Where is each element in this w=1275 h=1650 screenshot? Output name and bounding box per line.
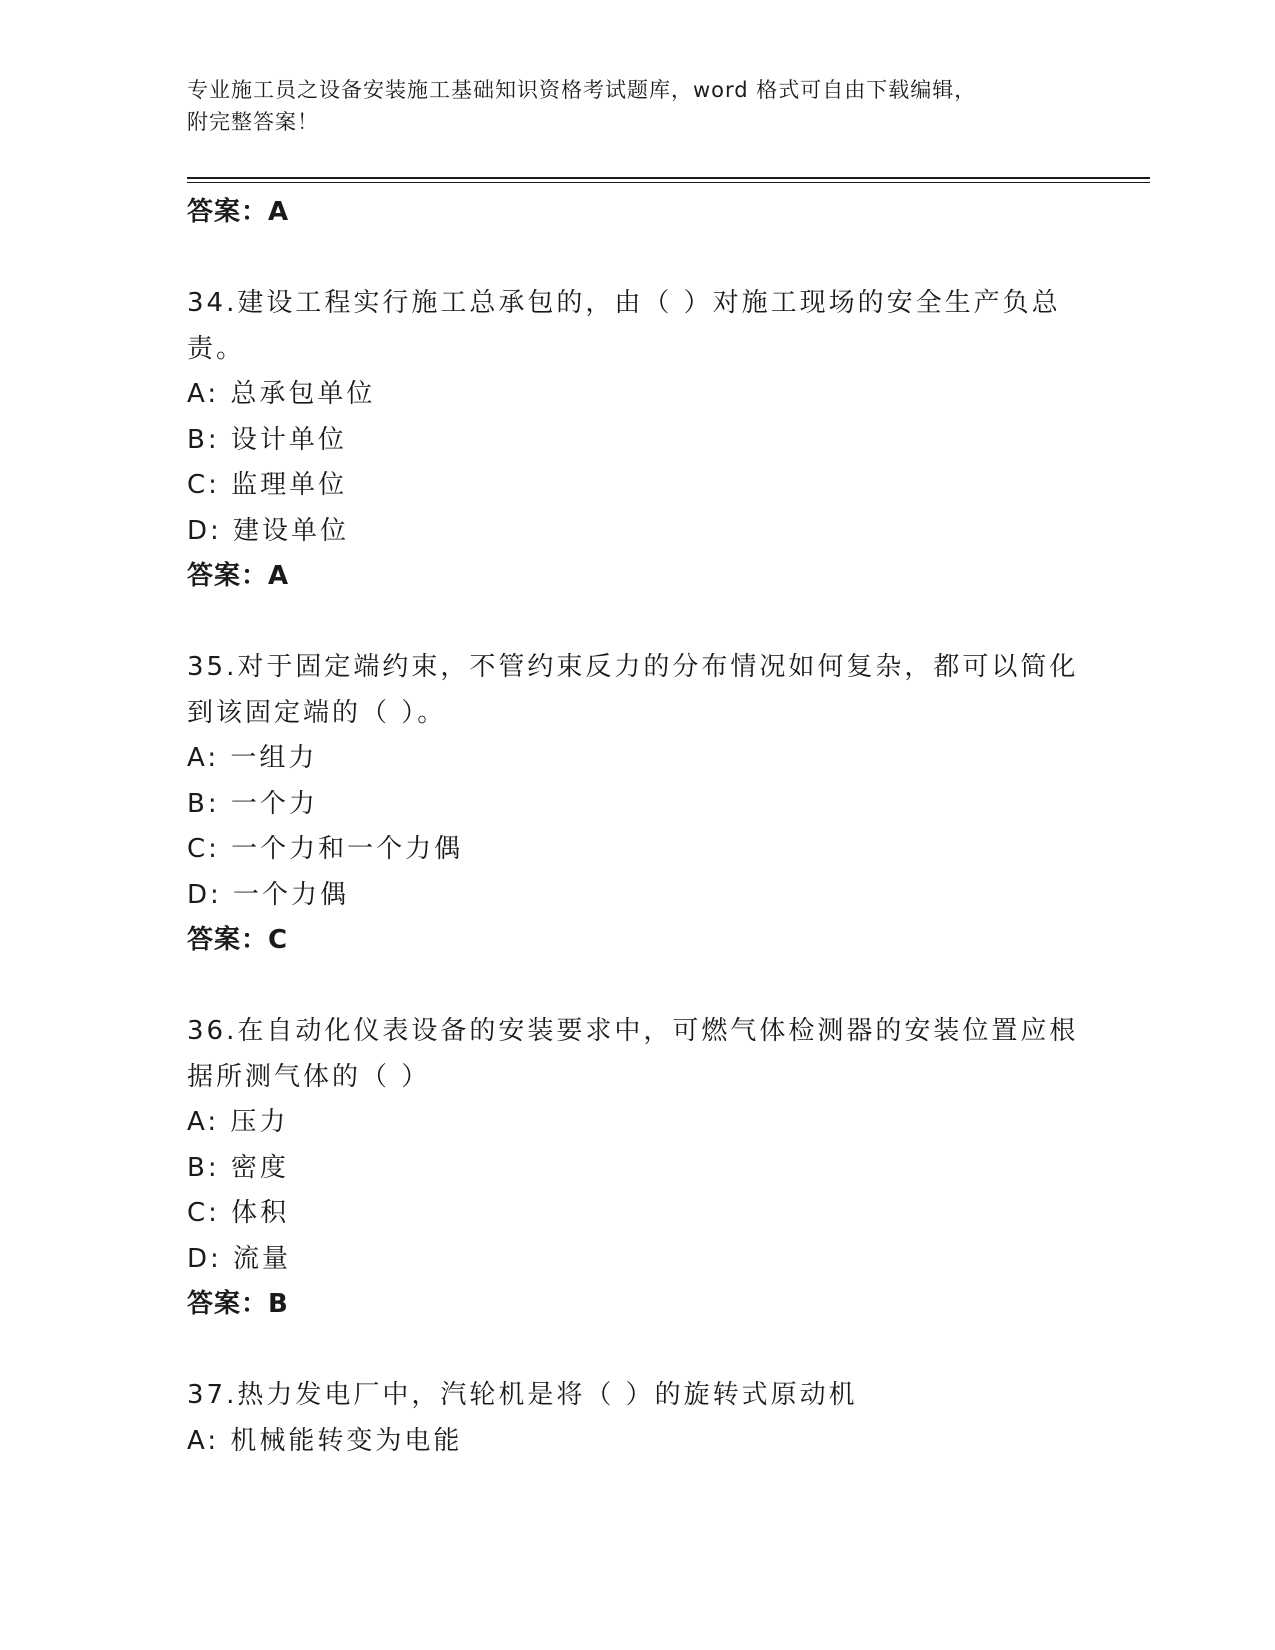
option-b: B: 设计单位: [187, 424, 347, 455]
question-37: [187, 1373, 1087, 1464]
answer-line: 答案：A: [187, 561, 290, 591]
question-list: [187, 190, 1087, 1464]
header-line-2: 附完整答案！: [187, 110, 319, 134]
header-divider-thin: [187, 182, 1150, 183]
question-text: [187, 1373, 1067, 1419]
question-text: [187, 645, 1079, 736]
option-d: D: 建设单位: [187, 515, 350, 546]
question-34: [187, 281, 1087, 600]
option-c: C: 一个力和一个力偶: [187, 834, 464, 864]
header-line-1: 专业施工员之设备安装施工基础知识资格考试题库，word 格式可自由下载编辑，: [187, 78, 977, 102]
spacer: [187, 1328, 1087, 1374]
option-a: A: 压力: [187, 1107, 289, 1137]
page-header: [187, 74, 1087, 138]
option-a: A: 一组力: [187, 743, 318, 773]
spacer: [187, 600, 1087, 646]
header-divider-thick: [187, 177, 1150, 179]
option-d: D: 一个力偶: [187, 879, 350, 910]
option-d: D: 流量: [187, 1243, 292, 1274]
question-text-line: 到该固定端的（ ）。: [187, 697, 447, 728]
question-text-line: 责。: [187, 333, 246, 364]
question-text-line: 37.热力发电厂中，汽轮机是将（ ）的旋转式原动机: [187, 1380, 858, 1410]
question-text: [187, 281, 1067, 372]
question-36: [187, 1009, 1087, 1328]
answer-line: 答案：A: [187, 197, 290, 227]
answer-line: 答案：C: [187, 925, 289, 955]
option-a: A: 总承包单位: [187, 379, 376, 409]
option-c: C: 监理单位: [187, 470, 348, 500]
option-b: B: 密度: [187, 1152, 289, 1183]
question-text: [187, 1009, 1079, 1100]
option-c: C: 体积: [187, 1198, 290, 1228]
question-text-line: 35.对于固定端约束，不管约束反力的分布情况如何复杂，都可以简化: [187, 652, 1079, 682]
option-a: A: 机械能转变为电能: [187, 1425, 463, 1456]
question-text-line: 据所测气体的（ ）: [187, 1061, 431, 1092]
question-text-line: 34.建设工程实行施工总承包的，由（ ）对施工现场的安全生产负总: [187, 288, 1061, 318]
option-b: B: 一个力: [187, 788, 318, 819]
answer-line: 答案：B: [187, 1289, 289, 1319]
spacer: [187, 236, 1087, 282]
question-35: [187, 645, 1087, 964]
spacer: [187, 964, 1087, 1010]
question-text-line: 36.在自动化仪表设备的安装要求中，可燃气体检测器的安装位置应根: [187, 1016, 1079, 1046]
